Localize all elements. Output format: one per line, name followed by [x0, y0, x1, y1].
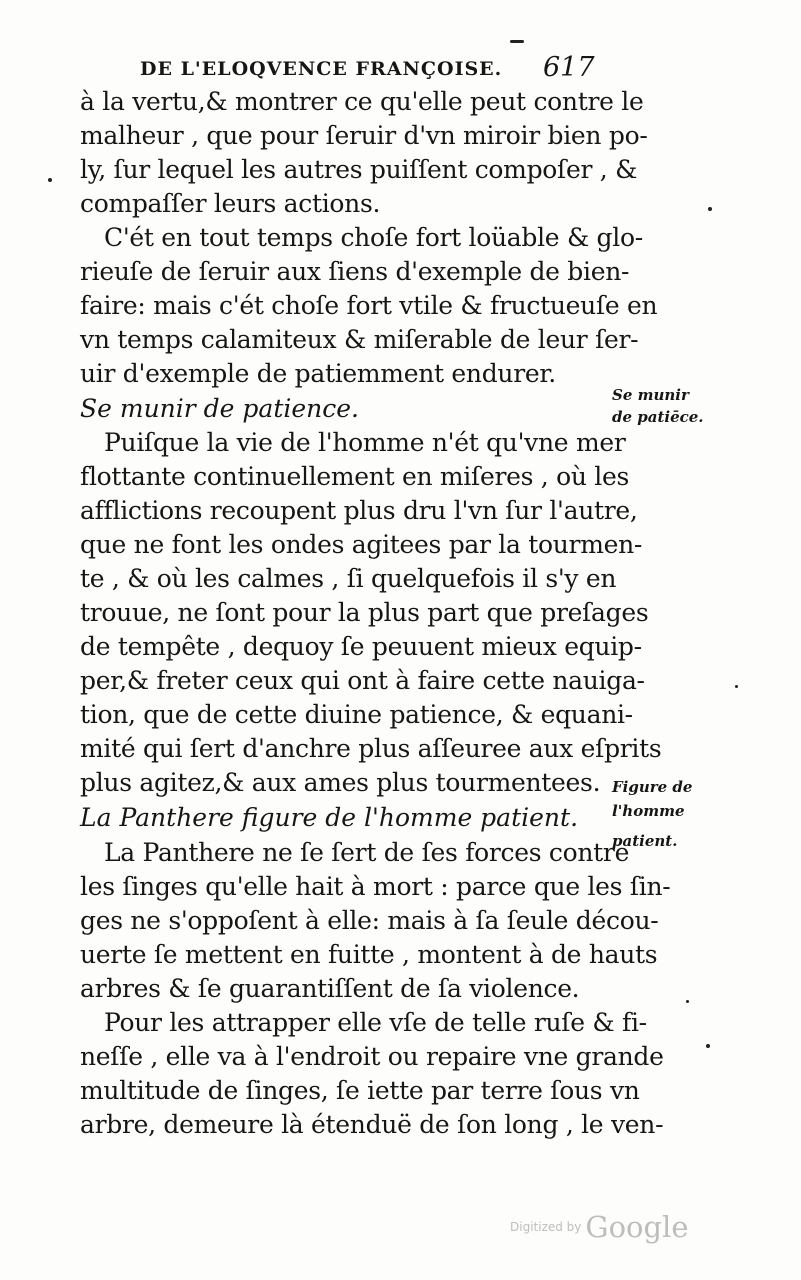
page-number: 617 — [543, 52, 595, 83]
margin-note-line: l'homme — [612, 802, 685, 820]
text-line: te , & où les calmes , ſi quelquefois il s'y en — [80, 564, 617, 593]
text-line: faire: mais c'ét choſe fort vtile & fructueuſe en — [80, 291, 658, 320]
text-line: uir d'exemple de patiemment endurer. — [80, 359, 556, 388]
text-line: ges ne s'oppoſent à elle: mais à ſa ſeule décou- — [80, 906, 659, 935]
text-line: rieuſe de ſeruir aux ſiens d'exemple de bien- — [80, 257, 630, 286]
text-line: plus agitez,& aux ames plus tourmentees. — [80, 768, 601, 797]
text-line: C'ét en tout temps choſe fort loüable & glo- — [104, 223, 643, 252]
text-line: afflictions recoupent plus dru l'vn ſur l'autre, — [80, 496, 638, 525]
scan-speck — [510, 40, 524, 43]
text-line: que ne font les ondes agitees par la tourmen- — [80, 530, 643, 559]
text-line: malheur , que pour ſeruir d'vn miroir bien po- — [80, 121, 648, 150]
google-watermark — [510, 1210, 689, 1244]
running-head: DE L'ELOQVENCE FRANÇOISE. — [140, 58, 503, 80]
margin-note-line: Se munir — [612, 386, 689, 404]
text-line: ly, ſur lequel les autres puiſſent compoſer , & — [80, 155, 638, 184]
scan-speck — [708, 207, 712, 211]
scan-speck — [686, 1000, 689, 1003]
scan-speck — [706, 1044, 710, 1048]
margin-note-line: patient. — [612, 832, 678, 850]
scan-speck — [735, 685, 738, 688]
text-line: flottante continuellement en miſeres , où les — [80, 462, 629, 491]
text-line: de tempête , dequoy ſe peuuent mieux equip- — [80, 632, 642, 661]
margin-note-line: de patiēce. — [612, 408, 704, 426]
text-line: neſſe , elle va à l'endroit ou repaire vne grande — [80, 1042, 664, 1071]
text-line: trouue, ne ſont pour la plus part que preſages — [80, 598, 649, 627]
section-heading-patience: Se munir de patience. — [80, 394, 360, 423]
text-line: uerte ſe mettent en fuitte , montent à de hauts — [80, 940, 658, 969]
scan-speck — [48, 178, 52, 182]
text-line: les ſinges qu'elle hait à mort : parce que les ſin- — [80, 872, 671, 901]
text-line: à la vertu,& montrer ce qu'elle peut contre le — [80, 87, 644, 116]
watermark-prefix: Digitized by — [510, 1220, 582, 1234]
text-line: multitude de ſinges, ſe iette par terre ſous vn — [80, 1076, 640, 1105]
margin-note-line: Figure de — [612, 778, 693, 796]
text-line: compaſſer leurs actions. — [80, 189, 381, 218]
text-line: arbre, demeure là étenduë de ſon long , le ven- — [80, 1110, 664, 1139]
text-line: per,& freter ceux qui ont à faire cette nauiga- — [80, 666, 645, 695]
text-line: tion, que de cette diuine patience, & equani- — [80, 700, 633, 729]
text-line: Puiſque la vie de l'homme n'ét qu'vne mer — [104, 428, 626, 457]
text-line: Pour les attrapper elle vſe de telle ruſe & fi- — [104, 1008, 647, 1037]
section-heading-panthere: La Panthere figure de l'homme patient. — [80, 803, 579, 832]
text-line: La Panthere ne ſe ſert de ſes forces contre — [104, 838, 630, 867]
text-line: arbres & ſe guarantiſſent de ſa violence. — [80, 974, 580, 1003]
text-line: vn temps calamiteux & miſerable de leur ſer- — [80, 325, 639, 354]
text-line: mité qui ſert d'anchre plus aſſeuree aux eſprits — [80, 734, 662, 763]
watermark-brand: Google — [585, 1210, 689, 1244]
